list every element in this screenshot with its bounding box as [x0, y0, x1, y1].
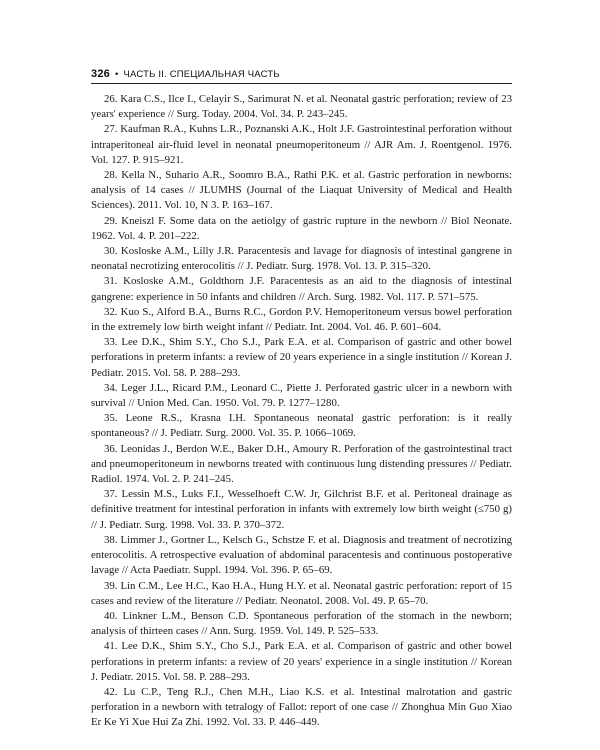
reference-item: 27. Kaufman R.A., Kuhns L.R., Poznanski A.K., Holt J.F. Gastrointestinal perforation without intraperitoneal air-fluid level in neonatal pneumoperitoneum // AJR Am. J. Roentgenol. 1976. Vol. 127. P. 915–921. — [91, 123, 512, 166]
reference-item: 42. Lu C.P., Teng R.J., Chen M.H., Liao K.S. et al. Intestinal malrotation and gastric perforation in a newborn with tetralogy of Fallot: report of one case // Zhonghua Min Guo Xiao Er Ke Yi Xue Hui Za Zhi. 1992. Vol. 33. P. 446–449. — [91, 685, 512, 729]
reference-item: 35. Leone R.S., Krasna I.H. Spontaneous neonatal gastric perforation: is it really spontaneous? // J. Pediatr. Surg. 2000. Vol. 35. P. 1066–1069. — [91, 412, 512, 440]
header-rule — [91, 83, 512, 84]
reference-item: 33. Lee D.K., Shim S.Y., Cho S.J., Park E.A. et al. Comparison of gastric and other bowel perforations in preterm infants: a review of 20 years experience in a single institution // Korean J. Pediatr. 2015. Vol. 58. P. 288–293. — [91, 336, 512, 379]
page-number: 326 — [91, 68, 110, 80]
header-separator: • — [114, 69, 119, 80]
reference-item: 28. Kella N., Suhario A.R., Soomro B.A., Rathi P.K. et al. Gastric perforation in newborns: analysis of 14 cases // JLUMHS (Journal of the Liaquat University of Medical and Health Sciences). 2011. Vol. 10, N 3. P. 163–167. — [91, 169, 512, 212]
reference-item: 38. Limmer J., Gortner L., Kelsch G., Schstze F. et al. Diagnosis and treatment of necrotizing enterocolitis. A retrospective evaluation of abdominal paracentesis and continuous postoperative lavage // Acta Paediatr. Suppl. 1994. Vol. 396. P. 65–69. — [91, 533, 512, 577]
reference-item: 36. Leonidas J., Berdon W.E., Baker D.H., Amoury R. Perforation of the gastrointestinal tract and pneumoperitoneum in newborns treated with continuous lung distending pressures // Pediatr. Radiol. 1974. Vol. 2. P. 241–245. — [91, 442, 512, 486]
section-title: ЧАСТЬ II. СПЕЦИАЛЬНАЯ ЧАСТЬ — [123, 69, 280, 80]
reference-item: 26. Kara C.S., Ilce I., Celayir S., Sarimurat N. et al. Neonatal gastric perforation; review of 23 years' experience // Surg. Today. 2004. Vol. 34. P. 243–245. — [91, 93, 512, 121]
reference-item: 41. Lee D.K., Shim S.Y., Cho S.J., Park E.A. et al. Comparison of gastric and other bowel perforations in preterm infants: a review of 20 years' experience in a single institution // Korean J. Pediatr. 2015. Vol. 58. P. 288–293. — [91, 640, 512, 683]
reference-item: 32. Kuo S., Alford B.A., Burns R.C., Gordon P.V. Hemoperitoneum versus bowel perforation in the extremely low birth weight infant // Pediatr. Int. 2004. Vol. 46. P. 601–604. — [91, 305, 512, 334]
reference-item: 30. Kosloske A.M., Lilly J.R. Paracentesis and lavage for diagnosis of intestinal gangrene in neonatal necrotizing enterocolitis // J. Pediatr. Surg. 1978. Vol. 13. P. 315–320. — [91, 245, 512, 273]
running-head — [91, 68, 280, 80]
reference-item: 29. Kneiszl F. Some data on the aetiolgy of gastric rupture in the newborn // Biol Neonate. 1962. Vol. 4. P. 201–222. — [91, 214, 512, 242]
reference-item: 31. Kosloske A.M., Goldthorn J.F. Paracentesis as an aid to the diagnosis of intestinal gangrene: experience in 50 infants and children // Arch. Surg. 1982. Vol. 117. P. 571–575. — [91, 275, 512, 303]
reference-item: 37. Lessin M.S., Luks F.I., Wesselhoeft C.W. Jr, Gilchrist B.F. et al. Peritoneal drainage as definitive treatment for intestinal perforation in infants with extremely low birth weight (≤750 g) // J. Pediatr. Surg. 1998. Vol. 33. P. 370–372. — [91, 488, 512, 531]
reference-list — [91, 92, 512, 731]
reference-item: 34. Leger J.L., Ricard P.M., Leonard C., Piette J. Perforated gastric ulcer in a newborn with survival // Union Med. Can. 1950. Vol. 79. P. 1277–1280. — [91, 381, 512, 410]
reference-item: 40. Linkner L.M., Benson C.D. Spontaneous perforation of the stomach in the newborn; analysis of thirteen cases // Ann. Surg. 1959. Vol. 149. P. 525–533. — [91, 609, 512, 638]
reference-item: 39. Lin C.M., Lee H.C., Kao H.A., Hung H.Y. et al. Neonatal gastric perforation: report of 15 cases and review of the literature // Pediatr. Neonatol. 2008. Vol. 49. P. 65–70. — [91, 579, 512, 607]
